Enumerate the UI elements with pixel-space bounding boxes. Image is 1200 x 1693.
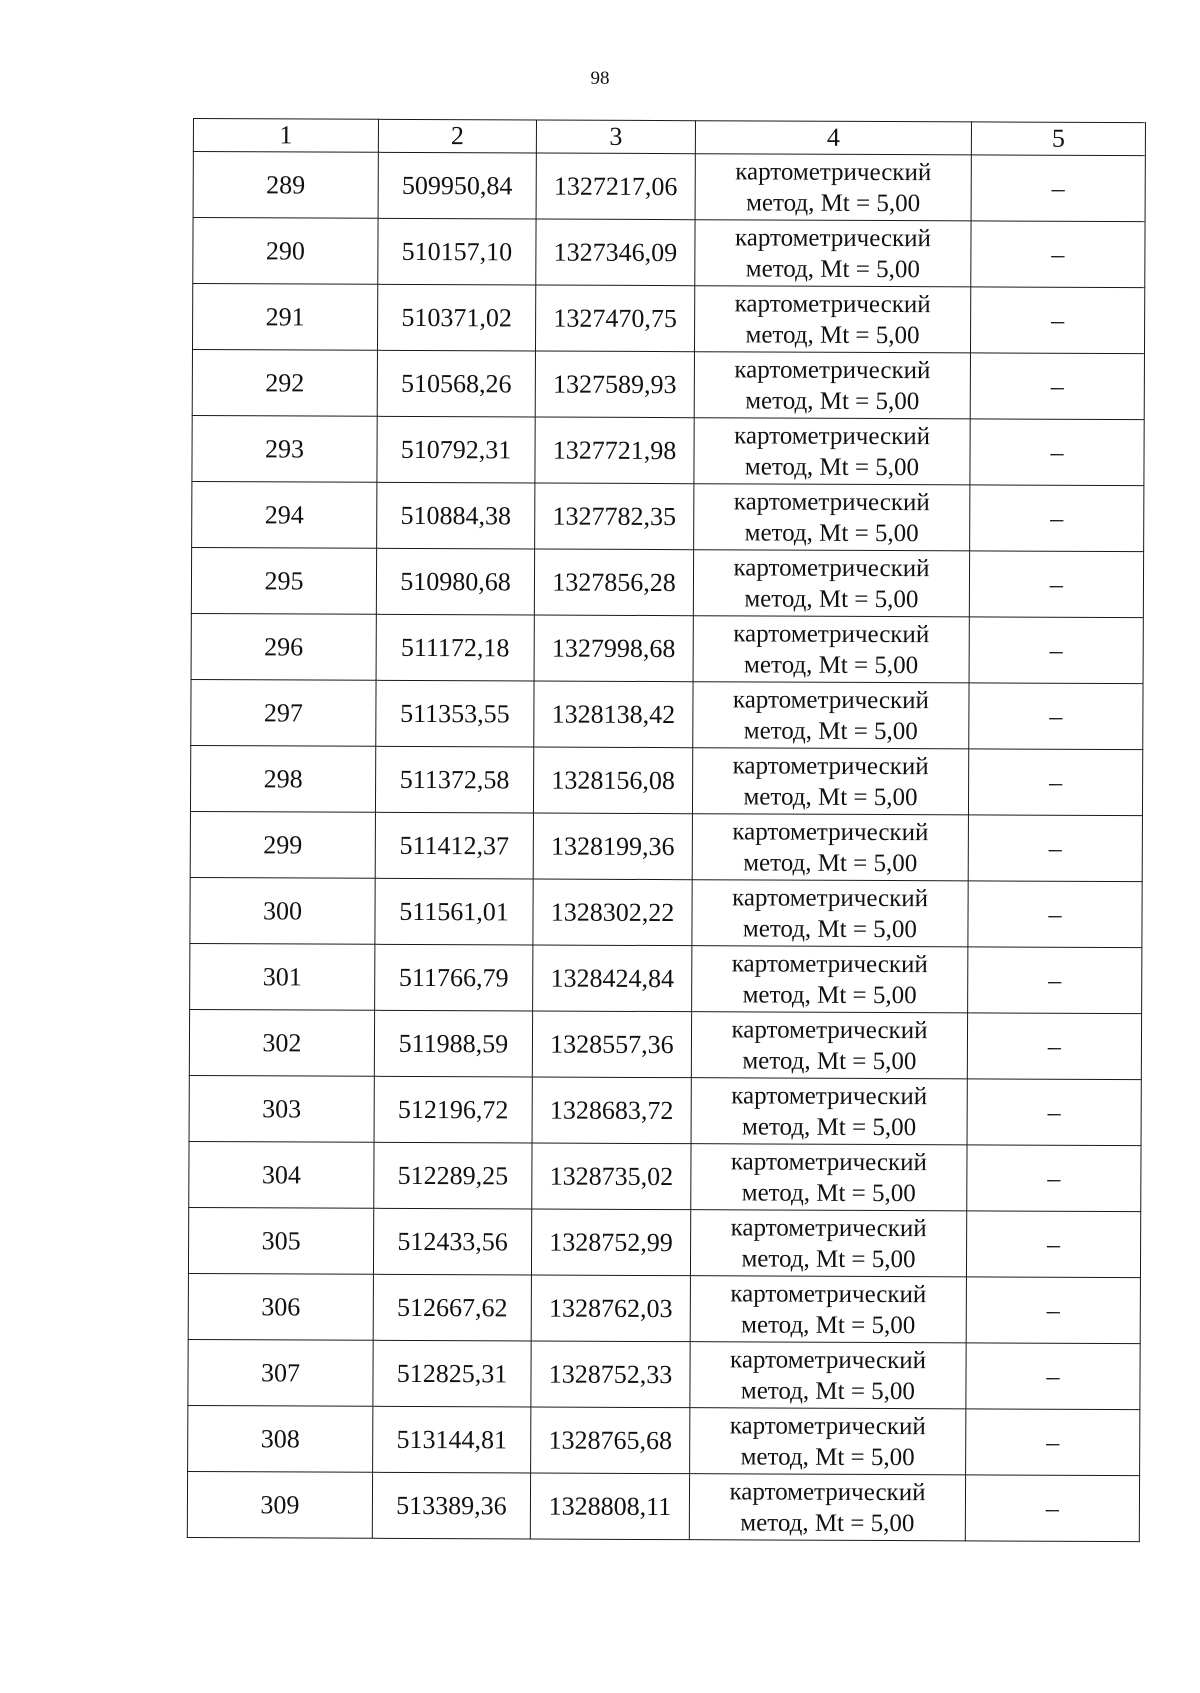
y-coordinate-cell: 1327589,93 [535, 351, 694, 418]
method-line-1: картометрический [732, 883, 929, 912]
table-body [187, 152, 1145, 1542]
header-col-5: 5 [971, 122, 1145, 156]
description-cell: – [970, 485, 1144, 552]
y-coordinate-cell: 1327721,98 [535, 417, 694, 484]
method-line-2: метод, Mt = 5,00 [740, 1442, 915, 1471]
table-row [189, 1075, 1141, 1145]
x-coordinate-cell: 512196,72 [374, 1076, 532, 1143]
method-cell [693, 682, 969, 749]
x-coordinate-cell: 509950,84 [378, 152, 536, 219]
point-number-cell: 289 [193, 152, 378, 219]
method-line-1: картометрический [732, 685, 930, 714]
y-coordinate-cell: 1328752,99 [531, 1209, 690, 1276]
method-line-2: метод, Mt = 5,00 [743, 782, 918, 811]
point-number-cell: 293 [192, 415, 377, 482]
y-coordinate-cell: 1327470,75 [535, 285, 694, 352]
point-number-cell: 298 [190, 745, 375, 812]
method-line-2: метод, Mt = 5,00 [741, 1244, 916, 1273]
header-row [193, 119, 1145, 156]
description-cell: – [966, 1343, 1140, 1410]
table-row [192, 481, 1144, 551]
x-coordinate-cell: 511372,58 [375, 746, 533, 813]
method-cell [692, 814, 968, 881]
method-cell [691, 1078, 967, 1145]
method-line-1: картометрический [733, 553, 930, 582]
method-line-1: картометрический [734, 355, 931, 384]
point-number-cell: 308 [188, 1405, 373, 1472]
table-row [192, 284, 1144, 354]
x-coordinate-cell: 511561,01 [375, 878, 533, 945]
method-line-2: метод, Mt = 5,00 [744, 452, 920, 481]
table-row [192, 415, 1144, 485]
method-cell [690, 1276, 966, 1343]
method-line-1: картометрический [733, 487, 930, 516]
y-coordinate-cell: 1327346,09 [536, 219, 695, 286]
method-cell [691, 1144, 967, 1211]
table-row [188, 1339, 1140, 1409]
point-number-cell: 294 [192, 481, 377, 548]
x-coordinate-cell: 511172,18 [376, 614, 534, 681]
header-col-2: 2 [378, 119, 536, 153]
y-coordinate-cell: 1327217,06 [536, 153, 695, 220]
point-number-cell: 297 [191, 679, 376, 746]
page-number: 98 [590, 68, 610, 89]
description-cell: – [971, 221, 1145, 288]
x-coordinate-cell: 512433,56 [373, 1208, 531, 1275]
method-line-2: метод, Mt = 5,00 [743, 848, 918, 877]
x-coordinate-cell: 511412,37 [375, 812, 533, 879]
method-line-1: картометрический [732, 817, 929, 846]
y-coordinate-cell: 1328302,22 [533, 879, 692, 946]
table-row [190, 943, 1142, 1013]
method-line-2: метод, Mt = 5,00 [745, 254, 920, 283]
point-number-cell: 291 [192, 284, 377, 351]
coordinates-table [187, 118, 1146, 1542]
x-coordinate-cell: 512825,31 [373, 1340, 531, 1407]
x-coordinate-cell: 513389,36 [372, 1472, 530, 1539]
y-coordinate-cell: 1328808,11 [530, 1473, 689, 1540]
header-col-4: 4 [695, 121, 971, 155]
method-line-1: картометрический [731, 949, 928, 978]
method-line-1: картометрический [730, 1213, 927, 1242]
y-coordinate-cell: 1328683,72 [532, 1077, 691, 1144]
point-number-cell: 300 [190, 877, 375, 944]
table-row [191, 679, 1143, 749]
description-cell: – [970, 353, 1144, 420]
table-row [193, 152, 1145, 222]
description-cell: – [969, 617, 1143, 684]
method-cell [690, 1342, 966, 1409]
method-line-2: метод, Mt = 5,00 [742, 980, 917, 1009]
table-row [190, 745, 1142, 815]
description-cell: – [971, 155, 1145, 222]
table-row [189, 1141, 1141, 1211]
point-number-cell: 290 [193, 218, 378, 285]
method-cell [692, 946, 968, 1013]
method-cell [689, 1474, 965, 1541]
method-cell [692, 880, 968, 947]
method-line-2: метод, Mt = 5,00 [745, 320, 920, 349]
method-line-2: метод, Mt = 5,00 [745, 386, 920, 415]
method-line-1: картометрический [734, 421, 931, 450]
table-row [191, 547, 1143, 617]
description-cell: – [968, 947, 1142, 1014]
method-line-1: картометрический [735, 157, 932, 186]
method-line-2: метод, Mt = 5,00 [741, 1178, 916, 1207]
method-line-2: метод, Mt = 5,00 [742, 914, 918, 943]
table-row [191, 613, 1143, 683]
y-coordinate-cell: 1328138,42 [534, 681, 693, 748]
method-line-1: картометрический [729, 1477, 926, 1506]
method-cell [690, 1210, 966, 1277]
table-row [189, 1009, 1141, 1079]
description-cell: – [967, 1079, 1141, 1146]
x-coordinate-cell: 510792,31 [377, 416, 535, 483]
table-row [188, 1405, 1140, 1475]
method-line-1: картометрический [732, 751, 929, 780]
point-number-cell: 299 [190, 811, 375, 878]
method-line-1: картометрический [731, 1015, 928, 1044]
point-number-cell: 303 [189, 1075, 374, 1142]
y-coordinate-cell: 1328765,68 [531, 1407, 690, 1474]
method-line-2: метод, Mt = 5,00 [744, 584, 919, 613]
method-cell [694, 286, 970, 353]
x-coordinate-cell: 511988,59 [374, 1010, 532, 1077]
method-cell [694, 418, 970, 485]
description-cell: – [970, 287, 1144, 354]
description-cell: – [970, 419, 1144, 486]
method-line-1: картометрический [731, 1081, 928, 1110]
y-coordinate-cell: 1327856,28 [534, 549, 693, 616]
header-col-3: 3 [536, 120, 695, 154]
header-col-1: 1 [193, 119, 378, 153]
description-cell: – [967, 1145, 1141, 1212]
point-number-cell: 305 [188, 1207, 373, 1274]
y-coordinate-cell: 1328752,33 [531, 1341, 690, 1408]
method-line-2: метод, Mt = 5,00 [743, 716, 918, 745]
description-cell: – [966, 1211, 1140, 1278]
table-row [190, 811, 1142, 881]
y-coordinate-cell: 1328762,03 [531, 1275, 690, 1342]
table-row [187, 1471, 1139, 1541]
method-cell [694, 352, 970, 419]
method-cell [691, 1012, 967, 1079]
description-cell: – [969, 683, 1143, 750]
method-line-2: метод, Mt = 5,00 [741, 1310, 916, 1339]
method-line-2: метод, Mt = 5,00 [746, 188, 921, 217]
y-coordinate-cell: 1327782,35 [535, 483, 694, 550]
method-line-1: картометрический [730, 1345, 927, 1374]
y-coordinate-cell: 1328424,84 [533, 945, 692, 1012]
point-number-cell: 302 [189, 1009, 374, 1076]
description-cell: – [965, 1475, 1139, 1542]
method-line-1: картометрический [729, 1411, 926, 1440]
x-coordinate-cell: 510980,68 [376, 548, 534, 615]
method-line-2: метод, Mt = 5,00 [742, 1112, 917, 1141]
table-header [193, 119, 1145, 156]
point-number-cell: 301 [190, 943, 375, 1010]
x-coordinate-cell: 510371,02 [377, 284, 535, 351]
method-line-2: метод, Mt = 5,00 [740, 1508, 915, 1537]
description-cell: – [968, 881, 1142, 948]
point-number-cell: 292 [192, 349, 377, 416]
y-coordinate-cell: 1327998,68 [534, 615, 693, 682]
x-coordinate-cell: 511353,55 [376, 680, 534, 747]
method-line-2: метод, Mt = 5,00 [742, 1046, 917, 1075]
description-cell: – [967, 1013, 1141, 1080]
y-coordinate-cell: 1328156,08 [533, 747, 692, 814]
method-cell [695, 154, 971, 221]
method-cell [694, 484, 970, 551]
table-row [188, 1207, 1140, 1277]
description-cell: – [968, 749, 1142, 816]
x-coordinate-cell: 513144,81 [373, 1406, 531, 1473]
x-coordinate-cell: 512289,25 [374, 1142, 532, 1209]
method-line-2: метод, Mt = 5,00 [740, 1376, 916, 1405]
method-line-2: метод, Mt = 5,00 [744, 518, 919, 547]
point-number-cell: 295 [191, 547, 376, 614]
x-coordinate-cell: 510884,38 [377, 482, 535, 549]
point-number-cell: 307 [188, 1339, 373, 1406]
x-coordinate-cell: 510157,10 [378, 218, 536, 285]
point-number-cell: 309 [187, 1471, 372, 1538]
table-row [188, 1273, 1140, 1343]
method-line-1: картометрический [734, 289, 931, 318]
method-cell [693, 616, 969, 683]
description-cell: – [968, 815, 1142, 882]
x-coordinate-cell: 512667,62 [373, 1274, 531, 1341]
x-coordinate-cell: 510568,26 [377, 350, 535, 417]
method-cell [695, 220, 971, 287]
method-cell [690, 1408, 966, 1475]
y-coordinate-cell: 1328557,36 [532, 1011, 691, 1078]
table-row [193, 218, 1145, 288]
method-line-2: метод, Mt = 5,00 [744, 650, 919, 679]
method-line-1: картометрический [730, 1147, 927, 1176]
method-line-1: картометрический [733, 619, 930, 648]
description-cell: – [966, 1277, 1140, 1344]
x-coordinate-cell: 511766,79 [375, 944, 533, 1011]
y-coordinate-cell: 1328735,02 [532, 1143, 691, 1210]
description-cell: – [969, 551, 1143, 618]
table-row [192, 349, 1144, 419]
y-coordinate-cell: 1328199,36 [533, 813, 692, 880]
table-row [190, 877, 1142, 947]
method-line-1: картометрический [730, 1279, 927, 1308]
point-number-cell: 304 [189, 1141, 374, 1208]
method-cell [692, 748, 968, 815]
method-cell [693, 550, 969, 617]
method-line-1: картометрический [734, 223, 932, 252]
description-cell: – [966, 1409, 1140, 1476]
point-number-cell: 296 [191, 613, 376, 680]
point-number-cell: 306 [188, 1273, 373, 1340]
